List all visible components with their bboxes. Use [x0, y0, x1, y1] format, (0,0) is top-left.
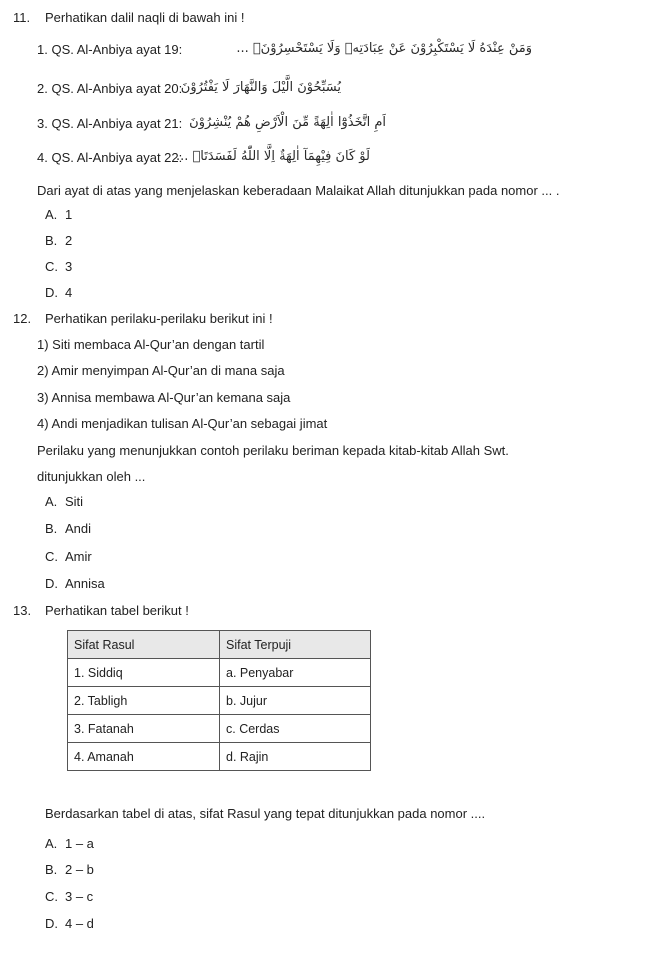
- table-cell: d. Rajin: [220, 743, 371, 771]
- option-letter: B.: [45, 862, 58, 877]
- table-cell: 3. Fatanah: [68, 715, 220, 743]
- q11-verse-4-arabic: لَوْ كَانَ فِيْهِمَآ اٰلِهَةٌ اِلَّا اللّٰهُ لَفَسَدَتَاۚ ...: [175, 149, 370, 164]
- option-text: 4: [65, 285, 73, 300]
- option-letter: A.: [45, 207, 58, 222]
- q11-number: 11.: [13, 10, 31, 25]
- option-text: Andi: [65, 521, 92, 536]
- option-text: 1: [65, 207, 73, 222]
- table-row: [68, 659, 371, 687]
- q11-option-d[interactable]: [45, 285, 72, 300]
- q11-question: Dari ayat di atas yang menjelaskan keberadaan Malaikat Allah ditunjukkan pada nomor ... .: [37, 183, 560, 198]
- q13-option-c[interactable]: [45, 889, 93, 904]
- option-text: 4 – d: [65, 916, 94, 931]
- option-text: Amir: [65, 549, 92, 564]
- table-cell: c. Cerdas: [220, 715, 371, 743]
- q11-verse-3-arabic: اَمِ اتَّخَذُوْٓا اٰلِهَةً مِّنَ الْاَرْضِ هُمْ يُنْشِرُوْنَ: [189, 115, 386, 130]
- table-row: [68, 743, 371, 771]
- option-letter: D.: [45, 916, 58, 931]
- q13-intro: Perhatikan tabel berikut !: [45, 603, 189, 618]
- option-letter: D.: [45, 285, 58, 300]
- q13-option-b[interactable]: [45, 862, 94, 877]
- q12-option-c[interactable]: [45, 549, 92, 564]
- q12-number: 12.: [13, 311, 32, 326]
- q11-option-b[interactable]: [45, 233, 72, 248]
- option-text: 2: [65, 233, 73, 248]
- q11-verse-2-arabic: يُسَبِّحُوْنَ الَّيْلَ وَالنَّهَارَ لَا يَفْتُرُوْنَ: [180, 80, 341, 95]
- table-header-sifat-rasul: Sifat Rasul: [68, 631, 220, 659]
- sifat-table: [67, 630, 371, 771]
- q11-verse-1-label: 1. QS. Al-Anbiya ayat 19:: [37, 42, 183, 57]
- q12-item-4: 4) Andi menjadikan tulisan Al-Qur’an sebagai jimat: [37, 416, 328, 431]
- option-text: 2 – b: [65, 862, 94, 877]
- table-header-sifat-terpuji: Sifat Terpuji: [220, 631, 371, 659]
- table-cell: 1. Siddiq: [68, 659, 220, 687]
- option-letter: B.: [45, 233, 58, 248]
- option-text: 3: [65, 259, 73, 274]
- table-cell: b. Jujur: [220, 687, 371, 715]
- q12-item-3: 3) Annisa membawa Al-Qur’an kemana saja: [37, 390, 291, 405]
- q12-item-2: 2) Amir menyimpan Al-Qur’an di mana saja: [37, 363, 285, 378]
- option-letter: A.: [45, 494, 58, 509]
- q13-question: Berdasarkan tabel di atas, sifat Rasul yang tepat ditunjukkan pada nomor ....: [45, 806, 486, 821]
- q13-number: 13.: [13, 603, 32, 618]
- table-header-row: [68, 631, 371, 659]
- option-letter: D.: [45, 576, 58, 591]
- option-text: Annisa: [65, 576, 105, 591]
- q12-intro: Perhatikan perilaku-perilaku berikut ini !: [45, 311, 273, 326]
- table-cell: 4. Amanah: [68, 743, 220, 771]
- q13-option-d[interactable]: [45, 916, 94, 931]
- q11-verse-2-label: 2. QS. Al-Anbiya ayat 20:: [37, 81, 183, 96]
- table-row: [68, 715, 371, 743]
- option-text: 1 – a: [65, 836, 94, 851]
- q13-option-a[interactable]: [45, 836, 94, 851]
- option-letter: B.: [45, 521, 58, 536]
- q12-question-line-1: Perilaku yang menunjukkan contoh perilaku beriman kepada kitab-kitab Allah Swt.: [37, 443, 509, 458]
- option-letter: A.: [45, 836, 58, 851]
- q12-option-d[interactable]: [45, 576, 105, 591]
- q11-verse-3-label: 3. QS. Al-Anbiya ayat 21:: [37, 116, 183, 131]
- q12-option-a[interactable]: [45, 494, 83, 509]
- table-cell: a. Penyabar: [220, 659, 371, 687]
- q12-question-line-2: ditunjukkan oleh ...: [37, 469, 146, 484]
- q11-option-c[interactable]: [45, 259, 72, 274]
- option-text: 3 – c: [65, 889, 94, 904]
- q11-verse-4-label: 4. QS. Al-Anbiya ayat 22:: [37, 150, 183, 165]
- q12-item-1: 1) Siti membaca Al-Qur’an dengan tartil: [37, 337, 265, 352]
- option-letter: C.: [45, 889, 58, 904]
- q12-option-b[interactable]: [45, 521, 91, 536]
- option-letter: C.: [45, 549, 58, 564]
- q11-verse-1-arabic: وَمَنْ عِنْدَهُ لَا يَسْتَكْبِرُوْنَ عَنْ عِبَادَتِهٖ وَلَا يَسْتَحْسِرُوْنَۚ ...: [236, 41, 532, 56]
- option-letter: C.: [45, 259, 58, 274]
- table-row: [68, 687, 371, 715]
- q11-option-a[interactable]: [45, 207, 72, 222]
- table-cell: 2. Tabligh: [68, 687, 220, 715]
- q11-intro: Perhatikan dalil naqli di bawah ini !: [45, 10, 245, 25]
- option-text: Siti: [65, 494, 84, 509]
